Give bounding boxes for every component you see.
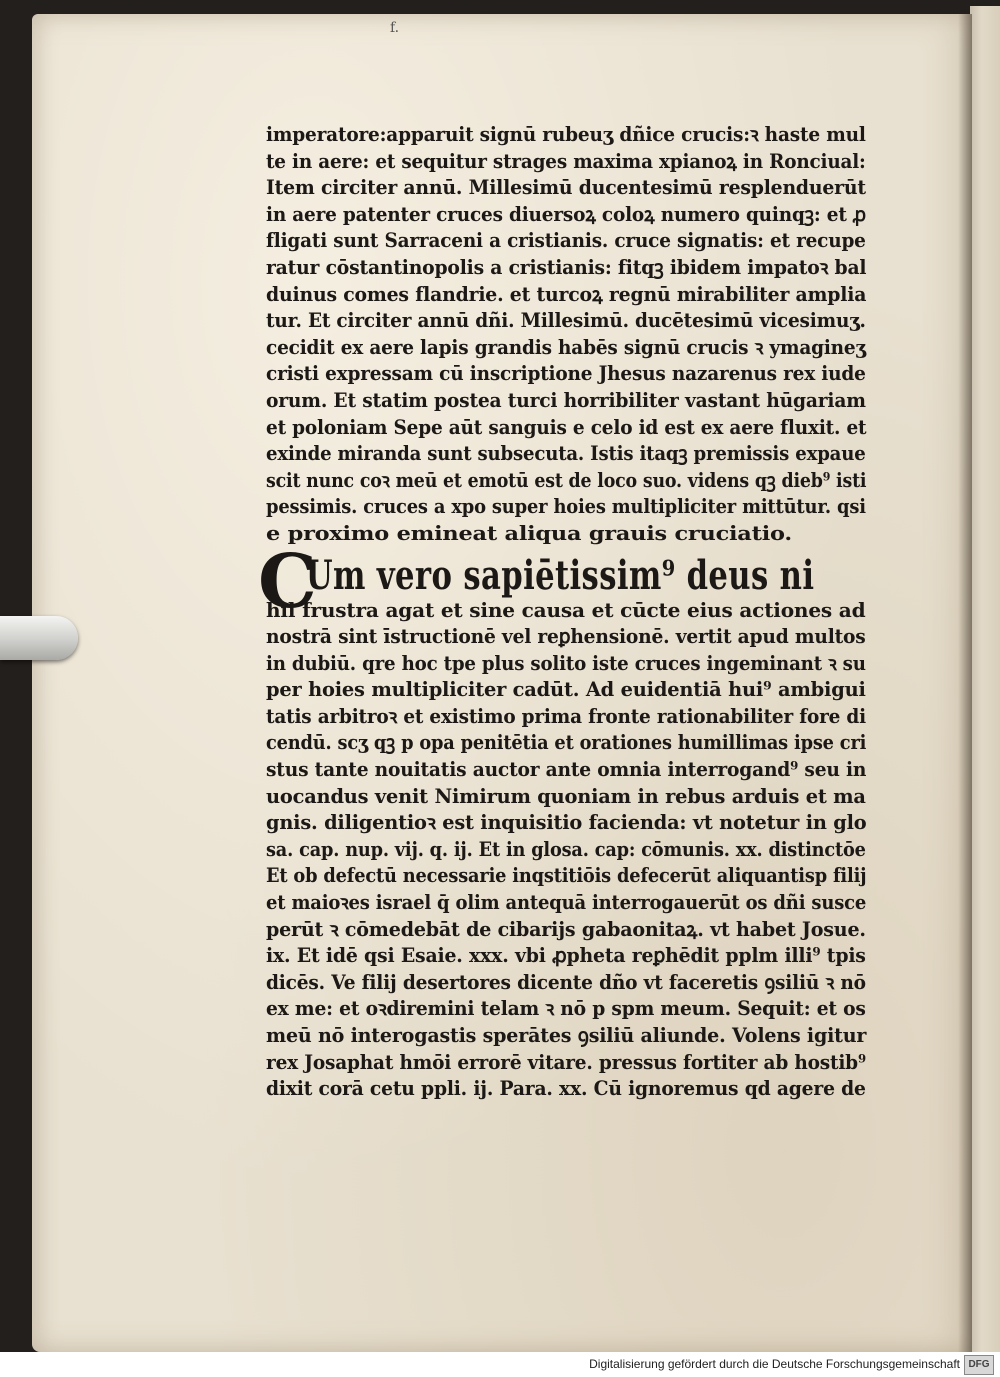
text-line: duinus comes flandrie. et turcoꝝ regnū mirabiliter amplia	[266, 282, 867, 306]
footer-bar	[0, 1352, 1000, 1377]
text-line: Item circiter annū. Millesimū ducentesimū resplenduerūt	[266, 176, 866, 200]
text-line: cecidit ex aere lapis grandis habēs signū crucis ꝛ ymagineʒ	[266, 335, 866, 359]
text-line: imperatore:apparuit signū rubeuʒ dñice crucis:ꝛ haste mul	[266, 123, 866, 146]
body-line: per hoies multipliciter cadūt. Ad euidentiā hui⁹ ambigui	[266, 678, 866, 702]
lower-paragraph	[266, 598, 866, 1103]
text-line: fligati sunt Sarraceni a cristianis. cruce signatis: et recupe	[266, 229, 866, 253]
text-line: orum. Et statim postea turci horribiliter vastant hūgariam	[266, 388, 866, 412]
folio-mark: f.	[390, 20, 400, 36]
body-line: sa. cap. nup. vij. q. ij. Et in glosa. cap: cōmunis. xx. distinctōe	[266, 837, 866, 861]
body-line: dicēs. Ve filij desertores dicente dño vt faceretis ꝯsiliū ꝛ nō	[266, 970, 866, 994]
body-line: ix. Et idē qsi Esaie. xxx. vbi ꝓpheta reꝑhēdit pplm illi⁹ tpis	[266, 944, 866, 968]
body-line: stus tante nouitatis auctor ante omnia interrogand⁹ seu in	[266, 758, 867, 782]
body-line: gnis. diligentioꝛ est inquisitio facienda: vt notetur in glo	[266, 811, 867, 835]
text-line: exinde miranda sunt subsecuta. Istis itaqꝫ premissis expaue	[266, 442, 866, 466]
page-text	[258, 122, 867, 1103]
body-line: uocandus venit Nimirum quoniam in rebus arduis et ma	[266, 784, 866, 808]
body-line: nostrā sint īstructionē vel reꝑhensionē. vertit apud multos	[266, 625, 866, 649]
book-clip-icon	[0, 616, 78, 660]
dfg-logo: DFG	[964, 1355, 994, 1375]
text-line: e proximo emineat aliqua grauis cruciatio.	[266, 521, 792, 545]
body-line: in dubiū. qre hoc tpe plus solito iste cruces ingeminant ꝛ su	[266, 651, 866, 675]
text-line: ratur cōstantinopolis a cristianis: fitqꝫ ibidem impatoꝛ bal	[266, 255, 867, 279]
body-line: cendū. scʒ qꝫ p opa penitētia et orationes humillimas ipse cri	[266, 731, 867, 755]
opening-line-text: Um vero sapiētissim⁹ deus ni	[305, 551, 815, 599]
body-line: ex me: et oꝛdiremini telam ꝛ nō p spm meum. Sequit: et os	[266, 997, 866, 1021]
body-line: meū nō interogastis sperātes ꝯsiliū aliunde. Volens igitur	[266, 1024, 867, 1047]
decorated-initial: C	[258, 538, 318, 625]
text-line: in aere patenter cruces diuersoꝝ coloꝝ numero quinqꝫ: et ꝓ	[266, 202, 866, 226]
body-line: hil frustra agat et sine causa et cūcte eius actiones ad	[266, 598, 866, 622]
upper-paragraph	[266, 122, 866, 548]
body-line: tatis arbitroꝛ et existimo prima fronte rationabiliter fore di	[266, 704, 866, 728]
footer-credit: Digitalisierung gefördert durch die Deutsche Forschungsgemeinschaft	[589, 1357, 960, 1371]
body-line: Et ob defectū necessarie inqstitiōis defecerūt aliquantisp filij	[266, 864, 867, 888]
facing-page-edge	[970, 6, 1000, 1352]
body-line: perūt ꝛ cōmedebāt de cibarijs gabaonitaꝝ. vt habet Josue.	[266, 917, 866, 941]
text-line: pessimis. cruces a xpo super hoies multipliciter mittūtur. qsi	[266, 495, 866, 519]
gutter-shadow	[958, 14, 972, 1352]
text-line: tur. Et circiter annū dñi. Millesimū. ducētesimū vicesimuʒ.	[266, 309, 866, 333]
text-line: te in aere: et sequitur strages maxima xpianoꝝ in Ronciual:	[266, 149, 866, 173]
text-line: scit nunc coꝛ meū et emotū est de loco suo. videns qꝫ dieb⁹ isti	[266, 468, 867, 492]
body-line: rex Josaphat hmōi errorē vitare. pressus fortiter ab hostib⁹	[266, 1050, 866, 1074]
text-line: cristi expressam cū inscriptione Jhesus nazarenus rex iude	[266, 362, 866, 386]
body-line: dixit corā cetu ppli. ij. Para. xx. Cū ignoremus qd agere de	[266, 1077, 866, 1101]
text-line: et poloniam Sepe aūt sanguis e celo id est ex aere fluxit. et	[266, 415, 867, 439]
body-line: et maioꝛes israel q̄ olim antequā interrogauerūt os dñi susce	[266, 891, 867, 915]
